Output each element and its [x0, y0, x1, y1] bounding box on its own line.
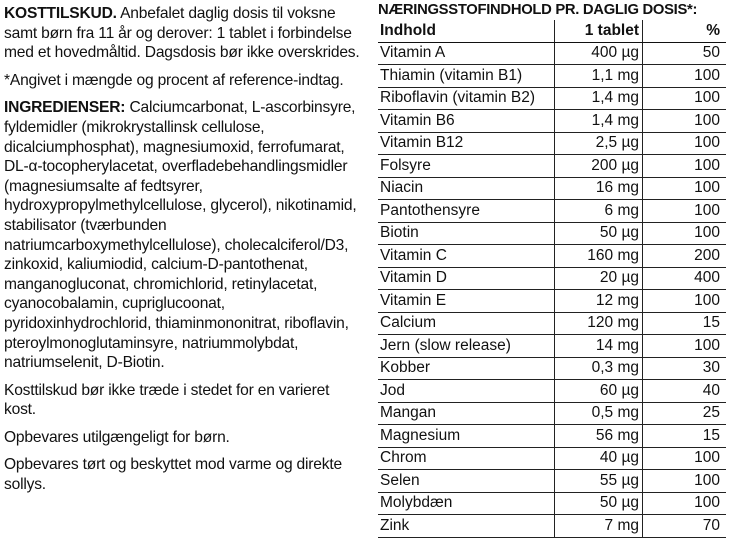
nutrient-percent: 100	[643, 492, 727, 515]
nutrient-amount: 56 mg	[555, 425, 643, 448]
table-row	[378, 425, 726, 448]
header-content: Indhold	[378, 20, 555, 42]
table-row	[378, 447, 726, 470]
nutrient-name: Jod	[378, 380, 555, 403]
nutrient-amount: 1,4 mg	[555, 87, 643, 110]
nutrient-amount: 6 mg	[555, 200, 643, 223]
nutrient-amount: 1,4 mg	[555, 110, 643, 133]
table-row	[378, 402, 726, 425]
nutrient-amount: 16 mg	[555, 177, 643, 200]
nutrient-name: Vitamin A	[378, 42, 555, 65]
table-row	[378, 267, 726, 290]
nutrient-percent: 100	[643, 87, 727, 110]
nutrient-percent: 100	[643, 222, 727, 245]
nutrient-amount: 120 mg	[555, 312, 643, 335]
table-row	[378, 200, 726, 223]
nutrient-percent: 200	[643, 245, 727, 268]
dosage-paragraph	[4, 4, 360, 63]
nutrient-amount: 40 µg	[555, 447, 643, 470]
nutrient-percent: 50	[643, 42, 727, 65]
nutrient-percent: 100	[643, 335, 727, 358]
nutrient-percent: 100	[643, 155, 727, 178]
nutrient-amount: 50 µg	[555, 492, 643, 515]
nutrient-amount: 12 mg	[555, 290, 643, 313]
nutrient-amount: 400 µg	[555, 42, 643, 65]
nutrient-amount: 50 µg	[555, 222, 643, 245]
nutrient-name: Kobber	[378, 357, 555, 380]
nutrient-name: Zink	[378, 515, 555, 538]
nutrient-name: Pantothensyre	[378, 200, 555, 223]
dosage-text: Anbefalet daglig dosis til voksne samt børn fra 11 år og derover: 1 tablet i forbindelse med et hovedmåltid. Dagsdosis bør ikke overskrides.	[4, 5, 360, 62]
nutrient-percent: 25	[643, 402, 727, 425]
nutrient-name: Magnesium	[378, 425, 555, 448]
nutrient-name: Selen	[378, 470, 555, 493]
storage-instructions: Opbevares tørt og beskyttet mod varme og direkte sollys.	[4, 456, 342, 494]
nutrient-amount: 1,1 mg	[555, 65, 643, 88]
table-row	[378, 65, 726, 88]
table-row	[378, 87, 726, 110]
nutrient-name: Vitamin E	[378, 290, 555, 313]
nutrient-amount: 2,5 µg	[555, 132, 643, 155]
nutrient-amount: 14 mg	[555, 335, 643, 358]
nutrient-amount: 160 mg	[555, 245, 643, 268]
nutrient-name: Riboflavin (vitamin B2)	[378, 87, 555, 110]
table-row	[378, 245, 726, 268]
nutrient-percent: 40	[643, 380, 727, 403]
nutrient-percent: 100	[643, 110, 727, 133]
nutrient-percent: 15	[643, 425, 727, 448]
nutrient-amount: 200 µg	[555, 155, 643, 178]
nutrient-percent: 100	[643, 177, 727, 200]
ingredients-heading: INGREDIENSER:	[4, 99, 126, 117]
nutrient-name: Vitamin D	[378, 267, 555, 290]
nutrient-percent: 400	[643, 267, 727, 290]
children-warning: Opbevares utilgængeligt for børn.	[4, 428, 230, 446]
dosage-heading: KOSTTILSKUD.	[4, 5, 117, 22]
nutrition-table	[378, 20, 726, 538]
table-row	[378, 492, 726, 515]
nutrient-name: Mangan	[378, 402, 555, 425]
nutrient-name: Molybdæn	[378, 492, 555, 515]
header-percent: %	[643, 20, 727, 42]
nutrient-percent: 70	[643, 515, 727, 538]
header-per-tablet: 1 tablet	[555, 20, 643, 42]
table-row	[378, 312, 726, 335]
nutrient-name: Calcium	[378, 312, 555, 335]
reference-note: *Angivet i mængde og procent af reference-indtag.	[4, 71, 344, 89]
diet-warning: Kosttilskud bør ikke træde i stedet for en varieret kost.	[4, 381, 330, 419]
table-row	[378, 357, 726, 380]
table-row	[378, 222, 726, 245]
table-row	[378, 290, 726, 313]
table-row	[378, 132, 726, 155]
nutrient-percent: 15	[643, 312, 727, 335]
nutrient-percent: 30	[643, 357, 727, 380]
table-header-row	[378, 20, 726, 42]
nutrition-panel	[378, 2, 726, 538]
nutrition-table-title: NÆRINGSSTOFINDHOLD PR. DAGLIG DOSIS*:	[378, 2, 698, 18]
nutrient-percent: 100	[643, 290, 727, 313]
nutrient-amount: 0,3 mg	[555, 357, 643, 380]
table-row	[378, 335, 726, 358]
nutrient-percent: 100	[643, 447, 727, 470]
nutrient-name: Vitamin B6	[378, 110, 555, 133]
nutrient-percent: 100	[643, 200, 727, 223]
nutrient-name: Biotin	[378, 222, 555, 245]
nutrient-amount: 7 mg	[555, 515, 643, 538]
nutrient-amount: 20 µg	[555, 267, 643, 290]
nutrient-amount: 0,5 mg	[555, 402, 643, 425]
table-row	[378, 42, 726, 65]
ingredients-paragraph	[4, 98, 360, 372]
nutrient-name: Thiamin (vitamin B1)	[378, 65, 555, 88]
table-row	[378, 380, 726, 403]
ingredients-text: Calciumcarbonat, L-ascorbinsyre, fyldemidler (mikrokrystallinsk cellulose, dicalciumphosphat), magnesiumoxid, ferrofumarat, DL-α-tocopherylacetat, overfladebehandlingsmidler (magnesiumsalte af fedtsyrer, hydroxypropylmethylcellulose, glycerol), nikotinamid, stabilisator (tværbunden natriumcarboxymethylcellulose), cholecalciferol/D3, zinkoxid, kaliumiodid, calcium-D-pantothenat, manganogluconat, chromichlorid, retinylacetat, cyanocobalamin, cupriglucoonat, pyridoxinhydrochlorid, thiaminmononitrat, riboflavin, pteroylmonoglutaminsyre, natriummolybdat, natriumselenit, D-Biotin.	[4, 99, 357, 372]
nutrient-amount: 60 µg	[555, 380, 643, 403]
nutrient-amount: 55 µg	[555, 470, 643, 493]
label-text-column	[4, 4, 360, 503]
nutrient-percent: 100	[643, 132, 727, 155]
nutrient-percent: 100	[643, 65, 727, 88]
nutrient-name: Niacin	[378, 177, 555, 200]
table-row	[378, 110, 726, 133]
nutrient-name: Vitamin B12	[378, 132, 555, 155]
table-row	[378, 515, 726, 538]
table-row	[378, 155, 726, 178]
nutrient-name: Jern (slow release)	[378, 335, 555, 358]
nutrient-name: Folsyre	[378, 155, 555, 178]
nutrient-percent: 100	[643, 470, 727, 493]
nutrient-name: Vitamin C	[378, 245, 555, 268]
table-row	[378, 177, 726, 200]
table-row	[378, 470, 726, 493]
nutrient-name: Chrom	[378, 447, 555, 470]
